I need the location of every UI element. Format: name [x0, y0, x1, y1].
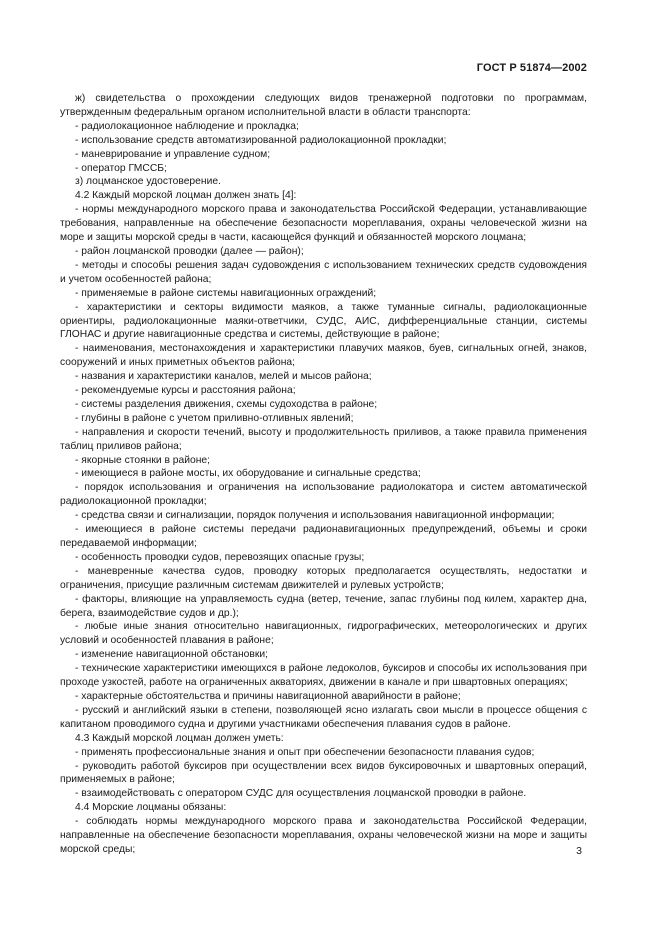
list-item: - имеющиеся в районе системы передачи радионавигационных предупреждений, объемы и сроки передаваемой информации; [60, 524, 587, 549]
list-item: - порядок использования и ограничения на использование радиолокатора и систем автоматической радиолокационной прокладки; [60, 482, 587, 508]
list-item: - характеристики и секторы видимости маяков, а также туманные сигналы, радиолокационные ориентиры, радиолокационные маяки-ответчики, СУДС, АИС, дифференциальные станции, системы ГЛОНАС и другие навигационные средства и системы, действующие в районе; [60, 301, 587, 341]
list-item: - системы разделения движения, схемы судоходства в районе; [75, 398, 378, 410]
list-item: - маневрирование и управление судном; [75, 148, 271, 160]
list-item: - любые иные знания относительно навигационных, гидрографических, метеорологических и других условий и особенностей плавания в районе; [60, 621, 587, 647]
list-item: - соблюдать нормы международного морского права и законодательства Российской Федерации, направленные на обеспечение безопасности мореплавания, охраны человеческой жизни на море и защиты морской среды; [60, 816, 587, 855]
list-item: - нормы международного морского права и законодательства Российской Федерации, устанавливающие требования, направленные на обеспечение безопасности мореплавания, охраны человеческой жизни на море и защиты морской среды в части, касающейся функций и обязанностей морского лоцмана; [60, 204, 587, 244]
list-item: - рекомендуемые курсы и расстояния района; [75, 385, 296, 397]
list-item: - технические характеристики имеющихся в районе ледоколов, буксиров и способы их использования при проходе узкостей, работе на ограниченных акваториях, движении в канале и при швартовных операциях; [60, 663, 587, 689]
list-item: - методы и способы решения задач судовождения с использованием технических средств судовождения и учетом особенностей района; [60, 259, 587, 285]
list-item: - глубины в районе с учетом приливно-отливных явлений; [75, 412, 354, 424]
list-item: - средства связи и сигнализации, порядок получения и использования навигационной информации; [75, 510, 555, 522]
list-item: - оператор ГМССБ; [75, 162, 167, 174]
list-item: - радиолокационное наблюдение и прокладка; [75, 120, 299, 132]
list-item: - руководить работой буксиров при осуществлении всех видов буксировочных и швартовных операций, применяемых в районе; [60, 760, 587, 786]
section-heading: 4.4 Морские лоцманы обязаны: [75, 802, 227, 814]
list-item: - характерные обстоятельства и причины навигационной аварийности в районе; [75, 690, 461, 702]
list-item: - наименования, местонахождения и характеристики плавучих маяков, буев, сигнальных огней, знаков, сооружений и иных приметных объектов района; [60, 343, 587, 369]
list-item: - применяемые в районе системы навигационных ограждений; [75, 287, 377, 299]
section-heading: 4.2 Каждый морской лоцман должен знать [4]: [75, 190, 297, 202]
paragraph: з) лоцманское удостоверение. [75, 176, 221, 188]
page-number: 3 [576, 845, 582, 857]
list-item: - русский и английский языки в степени, позволяющей ясно излагать свои мысли в процессе общения с капитаном проводимого судна и другими участниками обеспечения плавания судов в районе. [60, 704, 587, 730]
list-item: - направления и скорости течений, высоту и продолжительность приливов, а также правила применения таблиц приливов района; [60, 426, 587, 452]
list-item: - названия и характеристики каналов, мелей и мысов района; [75, 371, 372, 383]
list-item: - имеющиеся в районе мосты, их оборудование и сигнальные средства; [75, 468, 421, 480]
list-item: - район лоцманской проводки (далее — район); [75, 245, 304, 257]
list-item: - использование средств автоматизированной радиолокационной прокладки; [75, 134, 447, 146]
list-item: - якорные стоянки в районе; [75, 454, 211, 466]
list-item: - взаимодействовать с оператором СУДС для осуществления лоцманской проводки в районе. [75, 788, 527, 800]
list-item: - изменение навигационной обстановки; [75, 649, 268, 661]
document-header: ГОСТ Р 51874—2002 [476, 62, 587, 74]
document-body [60, 92, 587, 857]
list-item: - применять профессиональные знания и опыт при обеспечении безопасности плавания судов; [75, 746, 535, 758]
list-item: - особенность проводки судов, перевозящих опасные грузы; [75, 551, 365, 563]
list-item: - факторы, влияющие на управляемость судна (ветер, течение, запас глубины под килем, характер дна, берега, взаимодействие судов и др.); [60, 593, 587, 619]
section-heading: 4.3 Каждый морской лоцман должен уметь: [75, 732, 284, 744]
list-item: - маневренные качества судов, проводку которых предполагается осуществлять, недостатки и ограничения, присущие различным системам движителей и рулевых устройств; [60, 565, 587, 591]
paragraph: ж) свидетельства о прохождении следующих видов тренажерной подготовки по программам, утвержденным федеральным органом исполнительной власти в области транспорта: [60, 93, 587, 118]
